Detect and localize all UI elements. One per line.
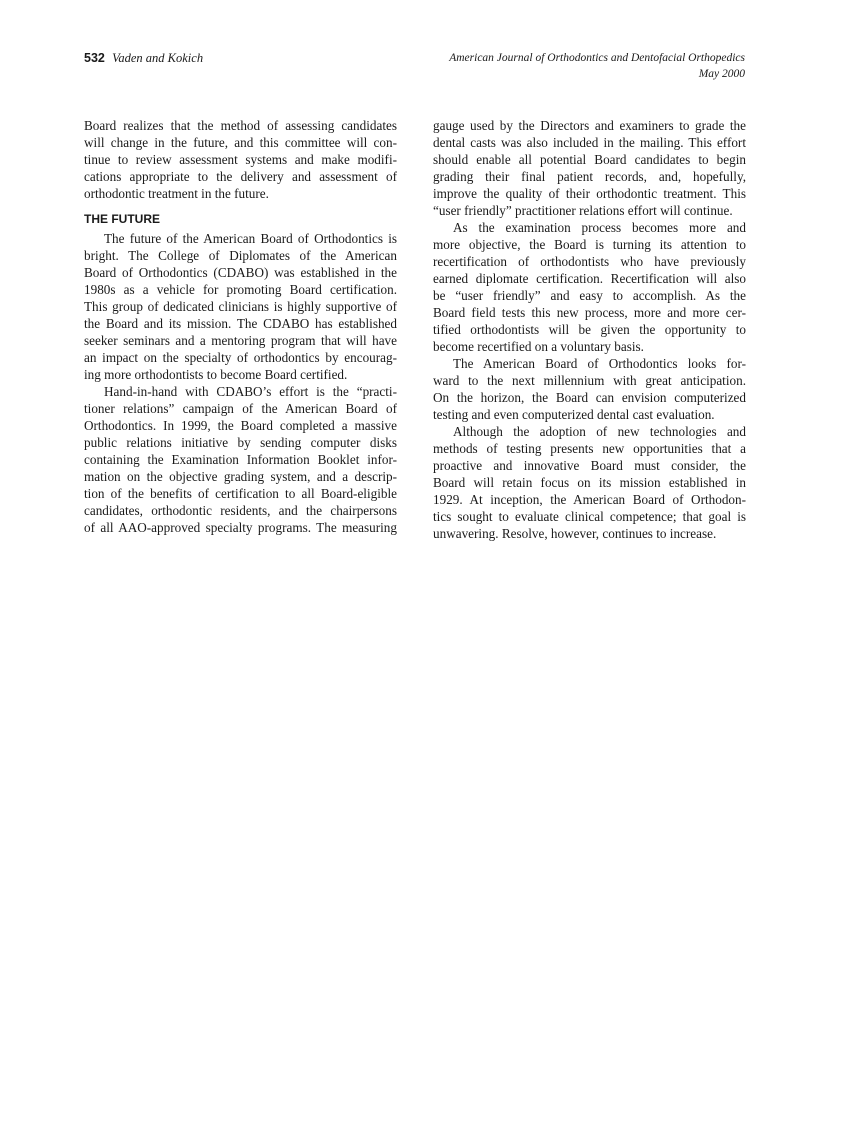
text-line: The future of the American Board of Orthodontics is [104, 231, 397, 246]
text-line: testing and even computerized dental cast evaluation. [433, 407, 715, 422]
text-line: Although the adoption of new technologies and [453, 424, 746, 439]
paragraph [433, 355, 746, 423]
text-line: tioner relations” campaign of the American Board of [84, 401, 397, 416]
text-line: improve the quality of their orthodontic treatment. This [433, 186, 746, 201]
paragraph [433, 117, 746, 219]
text-line: As the examination process becomes more and [453, 220, 746, 235]
text-line: grading their final patient records, and, hopefully, [433, 169, 746, 184]
text-line: of all AAO-approved specialty programs. The measuring [84, 520, 397, 535]
text-line: 1980s as a vehicle for promoting Board certification. [84, 282, 397, 297]
journal-title: American Journal of Orthodontics and Dentofacial Orthopedics [449, 52, 745, 64]
paragraph [433, 423, 746, 542]
text-line: seeker seminars and a mentoring program that will have [84, 333, 397, 348]
text-line: ing more orthodontists to become Board certified. [84, 367, 348, 382]
text-line: Orthodontics. In 1999, the Board completed a massive [84, 418, 397, 433]
text-line: cations appropriate to the delivery and assessment of [84, 169, 397, 184]
text-line: orthodontic treatment in the future. [84, 186, 269, 201]
text-line: Board field tests this new process, more and more cer- [433, 305, 746, 320]
text-line: ward to the next millennium with great anticipation. [433, 373, 746, 388]
text-line: The American Board of Orthodontics looks for- [453, 356, 746, 371]
issue-date: May 2000 [698, 68, 745, 80]
text-line: Hand-in-hand with CDABO’s effort is the “practi- [104, 384, 397, 399]
text-line: be “user friendly” and easy to accomplish. As the [433, 288, 746, 303]
text-line: methods of testing presents new opportunities that a [433, 441, 746, 456]
text-line: unwavering. Resolve, however, continues to increase. [433, 526, 717, 541]
text-line: recertification of orthodontists who have previously [433, 254, 746, 269]
text-line: an impact on the specialty of orthodontics by encourag- [84, 350, 397, 365]
paragraph [433, 219, 746, 355]
text-line: “user friendly” practitioner relations effort will continue. [433, 203, 733, 218]
text-line: tinue to review assessment systems and make modifi- [84, 152, 397, 167]
text-line: proactive and innovative Board must consider, the [433, 458, 746, 473]
page-number: 532 [84, 51, 105, 65]
text-line: On the horizon, the Board can envision computerized [433, 390, 746, 405]
paragraph [84, 383, 397, 536]
text-line: mation on the objective grading system, and a descrip- [84, 469, 397, 484]
text-line: containing the Examination Information Booklet infor- [84, 452, 397, 467]
running-header-right [449, 50, 745, 82]
text-line: candidates, orthodontic residents, and the chairpersons [84, 503, 397, 518]
authors: Vaden and Kokich [112, 51, 204, 65]
left-column [84, 117, 397, 536]
text-line: the Board and its mission. The CDABO has established [84, 316, 397, 331]
text-line: bright. The College of Diplomates of the American [84, 248, 397, 263]
text-line: tified orthodontists will be given the opportunity to [433, 322, 746, 337]
text-line: dental casts was also included in the mailing. This effort [433, 135, 746, 150]
text-line: earned diplomate certification. Recertification will also [433, 271, 746, 286]
text-line: should enable all potential Board candidates to begin [433, 152, 746, 167]
text-line: Board will retain focus on its mission established in [433, 475, 746, 490]
paragraph [84, 230, 397, 383]
text-line: more objective, the Board is turning its attention to [433, 237, 746, 252]
text-line: Board realizes that the method of assessing candidates [84, 118, 397, 133]
running-header-left [84, 50, 203, 66]
text-line: will change in the future, and this committee will con- [84, 135, 397, 150]
text-line: public relations initiative by sending computer disks [84, 435, 397, 450]
section-heading: THE FUTURE [84, 212, 160, 226]
text-line: become recertified on a voluntary basis. [433, 339, 644, 354]
text-line: tion of the benefits of certification to all Board-eligible [84, 486, 397, 501]
paragraph [84, 117, 397, 202]
text-line: tics sought to evaluate clinical competence; that goal is [433, 509, 746, 524]
text-line: gauge used by the Directors and examiners to grade the [433, 118, 746, 133]
text-line: Board of Orthodontics (CDABO) was established in the [84, 265, 397, 280]
right-column [433, 117, 746, 542]
text-line: 1929. At inception, the American Board of Orthodon- [433, 492, 746, 507]
text-line: This group of dedicated clinicians is highly supportive of [84, 299, 397, 314]
